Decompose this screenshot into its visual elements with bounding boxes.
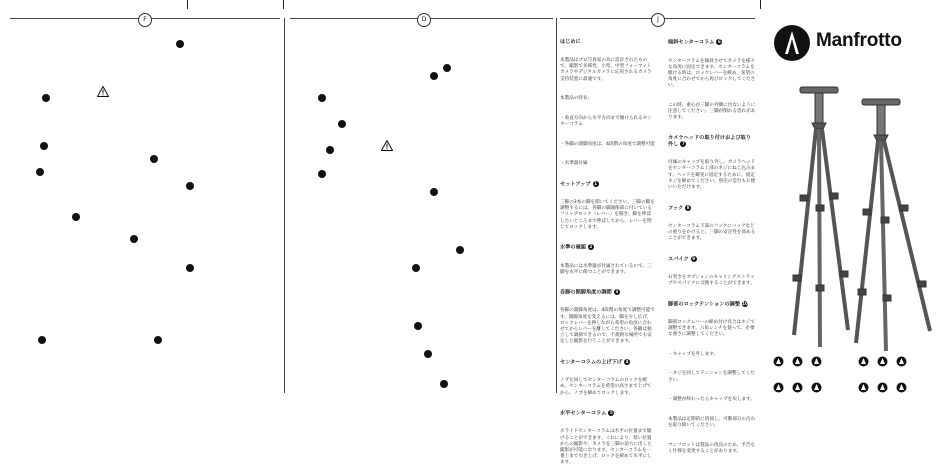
lock-heading: 脚部のロックテンションの調整	[668, 301, 741, 308]
product-icon	[896, 382, 907, 393]
section-number-badge: 8	[686, 204, 690, 210]
feature-item: ・水準器付属	[560, 161, 588, 167]
product-icon	[773, 382, 784, 393]
spike-heading: スパイク	[668, 256, 689, 263]
page-divider-1	[284, 18, 285, 393]
german-section-marker-7	[430, 188, 438, 196]
center-column-text: ノブを回してセンターコラムのロックを緩め、センターコラムを希望の高さまで上げてから、ノブを締めてロックします。	[560, 378, 652, 396]
horizontal-heading: 水平センターコラム	[560, 410, 607, 417]
french-section-marker-5	[36, 168, 44, 176]
french-section-marker-2	[42, 94, 50, 102]
german-section-marker-8	[456, 246, 464, 254]
leg-angle-heading: 各脚の開脚角度の調節	[560, 289, 612, 296]
setup-heading: セットアップ	[560, 181, 591, 188]
feature-item: ・各脚の開脚角度は、4段階の角度で調整可能	[560, 141, 655, 147]
caution-text: この時、重心が三脚の外側に出ないように注意してください。三脚が倒れる恐れがあります。	[668, 102, 756, 121]
manfrotto-logo-icon	[773, 24, 811, 66]
tripod-illustration	[790, 85, 940, 355]
german-section-marker-6	[318, 170, 326, 178]
center-column-heading: センターコラムの上げ下げ	[560, 359, 622, 366]
camera-heading: カメラヘッドの取り付けおよび取り外し	[668, 134, 752, 148]
language-tab-french: F	[138, 13, 152, 27]
product-icon	[877, 382, 888, 393]
german-section-marker-2	[430, 72, 438, 80]
product-icon	[773, 356, 784, 367]
japanese-column-1	[560, 27, 655, 474]
intro-text: 本製品はプロ写真家の為に設計されたもので、撮影で多様性、小型、中型フォーマットカメラやデジタルカメラに応用されるカメラ支持装置に最適です。	[560, 58, 652, 82]
german-section-marker-3	[318, 94, 326, 102]
japanese-column-2	[668, 27, 756, 462]
product-icon	[858, 382, 869, 393]
footer-note: マンフロットは製品の改良のため、予告なく仕様を変更することがあります。	[668, 442, 756, 454]
french-section-marker-7	[72, 213, 80, 221]
german-section-marker-11	[424, 350, 432, 358]
warning-icon	[381, 136, 393, 155]
french-section-marker-11	[154, 336, 162, 344]
tilt-heading: 傾斜センターコラム	[668, 39, 715, 46]
level-heading: 水準の確認	[560, 244, 586, 251]
section-number-badge: 7	[681, 141, 685, 147]
german-section-marker-4	[338, 120, 346, 128]
product-icon	[811, 356, 822, 367]
product-icon	[877, 356, 888, 367]
features-lead: 本製品の特長：	[560, 96, 593, 102]
product-icon	[792, 356, 803, 367]
intro-heading: はじめに	[560, 39, 581, 46]
spike-text: 石突きをオプションのキャリングストラップやスパイクに交換することができます。	[668, 274, 755, 287]
french-section-marker-8	[130, 235, 138, 243]
camera-text: 付属のキャップを取り外し、カメラヘッドをセンターコラム上部のネジにねじ込みます。ヘッドを確実に固定するために、固定ネジを締めてください。別売の雲台もお使いいただけます。	[668, 160, 756, 191]
section-number-badge: 3	[615, 289, 619, 295]
maintenance-text: 本製品は定期的に清掃し、可動部分の汚れを取り除いてください。	[668, 416, 756, 429]
german-section-marker-10	[414, 322, 422, 330]
list-item: ・調整が終わったらキャップを戻します。	[668, 397, 755, 403]
brand-name: Manfrotto	[816, 30, 902, 51]
german-section-marker-12	[440, 380, 448, 388]
french-section-marker-6	[186, 182, 194, 190]
section-number-badge: 5	[610, 410, 613, 416]
section-number-badge: 1	[594, 180, 597, 186]
warning-icon	[97, 82, 109, 101]
product-icons-row-2	[773, 382, 822, 393]
section-number-badge: 10	[742, 300, 748, 306]
fold-mark-1	[187, 0, 188, 9]
tilt-text: センターコラムを傾斜させてカメラを様々な角度に固定できます。センターコラムを傾ける時は、ロックレバーを緩め、希望の角度に合わせてから再びロックしてください。	[668, 58, 756, 89]
product-icon	[858, 356, 869, 367]
language-tab-german: D	[417, 13, 431, 27]
horizontal-text: スライドセンターコラムは水平の位置まで傾けることができます。これにより、低い位置からの撮影や、カメラを三脚の前方に出した撮影が可能になります。センターコラムを一番上まで引き上げ、ロックを緩めて水平にします。	[560, 429, 652, 466]
product-icons-row-2b	[858, 382, 907, 393]
product-icons-row-1b	[858, 356, 907, 367]
feature-item: ・垂直方向から水平方向まで傾けられるセンターコラム	[560, 115, 652, 128]
french-section-marker-9	[186, 264, 194, 272]
french-section-marker-3	[40, 142, 48, 150]
french-section-marker-10	[38, 336, 46, 344]
list-item: ・キャップを外します。	[668, 351, 719, 357]
product-icons-row-1	[773, 356, 822, 367]
product-icon	[896, 356, 907, 367]
section-number-badge: 4	[625, 359, 629, 365]
list-item: ・ネジを回してテンションを調整してください。	[668, 371, 755, 383]
language-tab-japanese: J	[651, 13, 665, 27]
page-divider-2	[556, 18, 557, 393]
hook-text: センターコラム下部のフックにバッグなどの重りをかけると、三脚の安定性を高めることができます。	[668, 223, 756, 242]
level-text: 本製品には水準器が付属されているので、三脚を水平に保つことができます。	[560, 263, 652, 275]
section-number-badge: 6	[718, 39, 721, 45]
product-icon	[811, 382, 822, 393]
lock-text: 脚部ロックレバーの締め付け具合はネジで調整できます。六角レンチを使って、必要な強さに調整してください。	[668, 319, 755, 338]
fold-mark-2	[283, 0, 284, 9]
fold-mark-3	[760, 0, 761, 9]
section-number-badge: 9	[692, 255, 696, 261]
product-icon	[792, 382, 803, 393]
section-number-badge: 2	[589, 244, 593, 250]
hook-heading: フック	[668, 205, 684, 212]
french-section-marker-4	[150, 155, 158, 163]
german-section-marker-9	[412, 264, 420, 272]
setup-text: 三脚の3本の脚を開いてください。三脚の脚を調整するには、各脚の脚調節部に付いているフリップロック（レバー）を開き、脚を伸ばしたいところまで伸ばしてから、レバーを閉じてロックします。	[560, 199, 655, 230]
leg-angle-text: 各脚の開脚角度は、4段階の角度で調整可能です。開脚角度を変えるには、脚を少し広げ、ロックレバーを押しながら希望の角度に合わせてからレバーを離してください。各脚は独立して調節できるので、不規則な場所でも安定した撮影を行うことができます。	[560, 308, 655, 345]
german-section-marker-5	[326, 146, 334, 154]
german-section-marker-1	[443, 64, 451, 72]
french-section-marker-1	[176, 40, 184, 48]
